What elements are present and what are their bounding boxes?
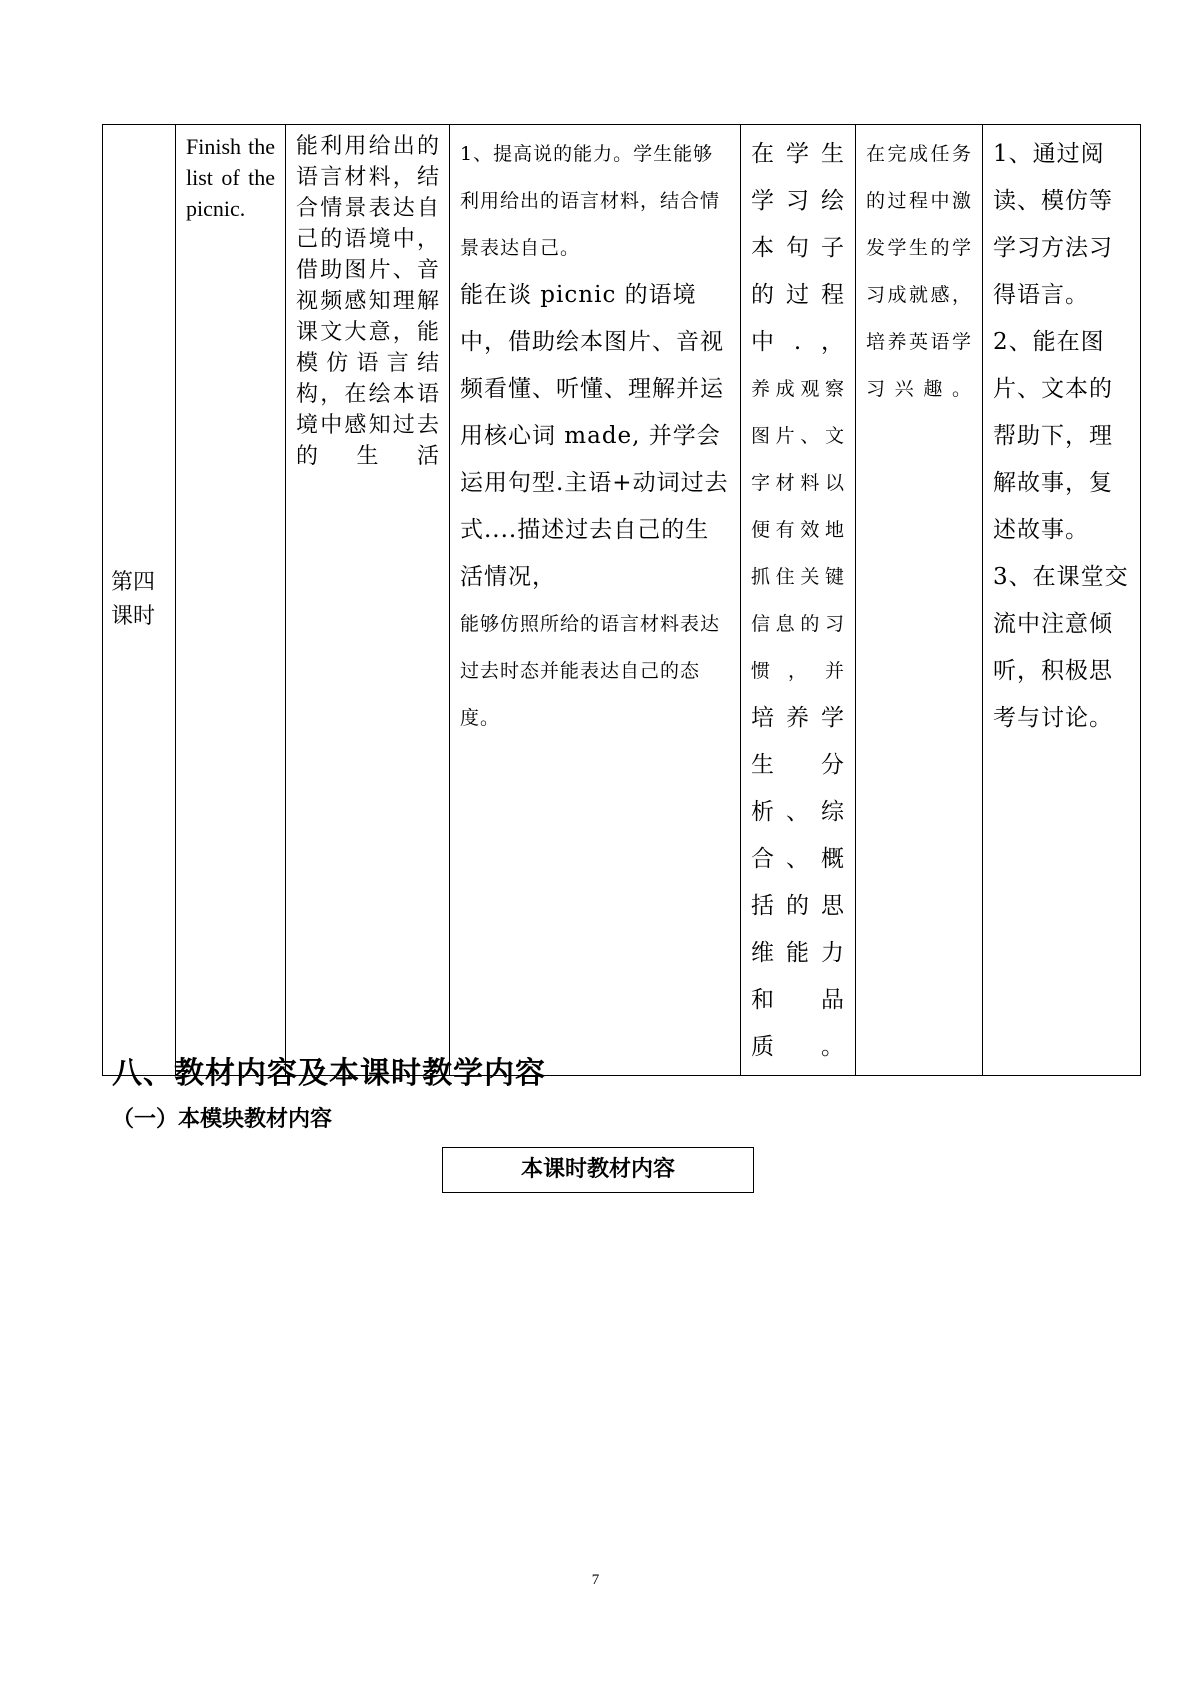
- strategy-cell: [983, 125, 1141, 1076]
- boxed-label: 本课时教材内容: [442, 1147, 754, 1193]
- objectives-part1: 1、提高说的能力。学生能够利用给出的语言材料，结合情景表达自己。: [460, 143, 721, 259]
- strategy-item-3: 3、在课堂交流中注意倾听，积极思考与讨论。: [993, 564, 1129, 731]
- objectives-part2: 能在谈 picnic 的语境中，借助绘本图片、音视频看懂、听懂、理解并运用核心词 made, 并学会运用句型.主语+动词过去式....描述过去自己的生活情况，: [460, 282, 729, 590]
- strategy-item-2: 2、能在图片、文本的帮助下，理解故事，复述故事。: [993, 329, 1113, 543]
- interest-text: 在完成任务的过程中激发学生的学习成就感，培养英语学习兴趣。: [866, 143, 972, 400]
- interest-cell: [856, 125, 983, 1076]
- session-label: 第四课时: [111, 570, 156, 629]
- section-heading: 八、教材内容及本课时教学内容: [112, 1056, 546, 1091]
- session-label-cell: [103, 125, 176, 1076]
- objectives-part3: 能够仿照所给的语言材料表达过去时态并能表达自己的态度。: [460, 613, 721, 729]
- habits-cell: [741, 125, 856, 1076]
- task-text: Finish the list of the picnic.: [186, 134, 275, 221]
- goal-summary-cell: [286, 125, 450, 1076]
- page-number: 7: [591, 1572, 600, 1588]
- habits-part2: 养成观察图片、文字材料以便有效地抓住关键信息的习惯，并: [751, 378, 845, 682]
- goal-summary-text: 能利用给出的语言材料，结合情景表达自己的语境中，借助图片、音视频感知理解课文大意，能模仿语言结构，在绘本语境中感知过去的生活: [296, 134, 439, 469]
- habits-part1: 在学生学习绘本句子的过程中.，: [751, 141, 845, 355]
- habits-part3: 培养学生分析、综合、概括的思维能力和品质。: [751, 705, 845, 1060]
- lesson-plan-table: [102, 124, 1141, 1076]
- objectives-cell: [450, 125, 741, 1076]
- subsection-heading: （一）本模块教材内容: [112, 1107, 333, 1132]
- task-cell: [176, 125, 286, 1076]
- strategy-item-1: 1、通过阅读、模仿等学习方法习得语言。: [993, 141, 1113, 308]
- table-row: [103, 125, 1141, 1076]
